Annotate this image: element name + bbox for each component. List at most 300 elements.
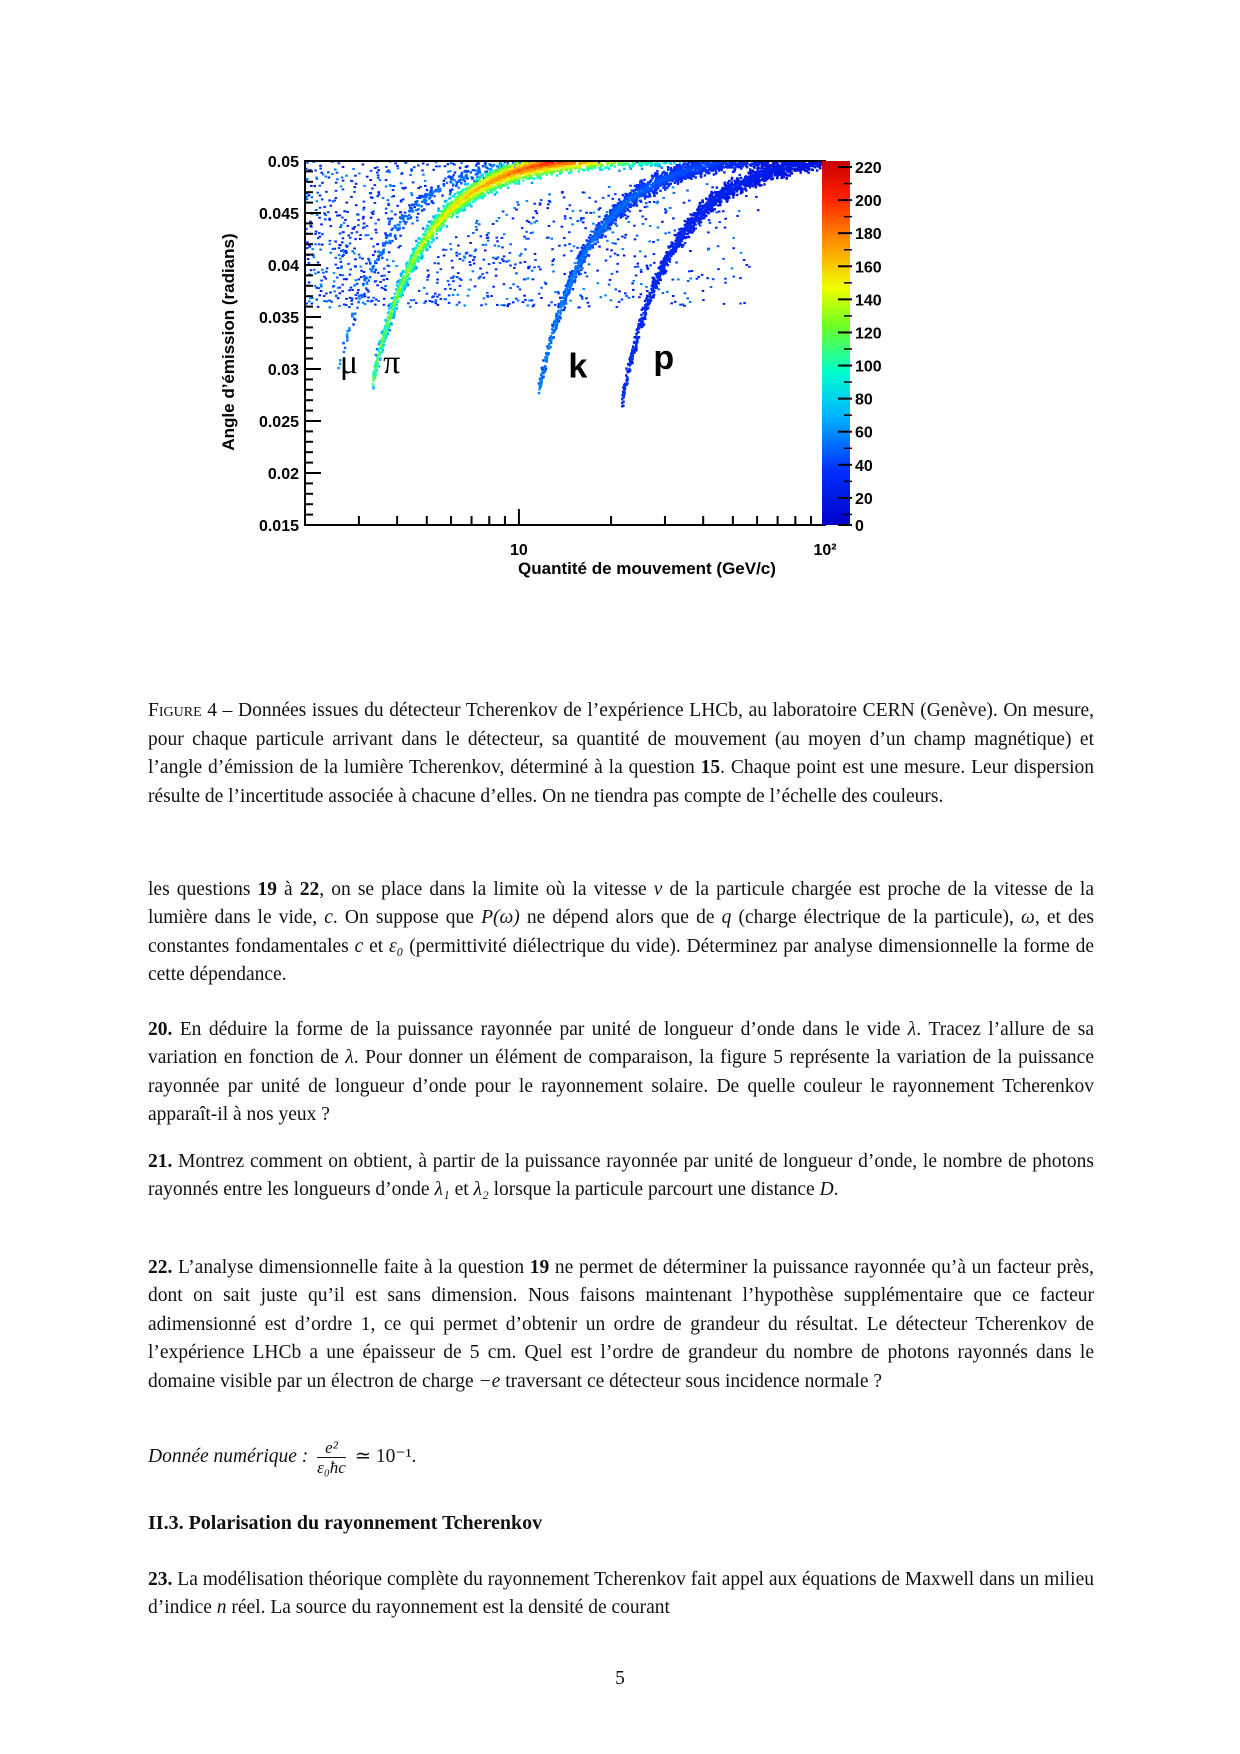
noise-pixel (361, 296, 364, 298)
noise-pixel (646, 206, 649, 208)
band-point (470, 171, 472, 173)
band-point (699, 163, 701, 165)
noise-pixel (621, 299, 624, 301)
noise-pixel (323, 295, 326, 297)
noise-pixel (309, 221, 312, 223)
noise-pixel (580, 219, 583, 221)
band-point (454, 171, 456, 173)
band-point (500, 162, 502, 164)
noise-pixel (710, 286, 713, 288)
band-point (412, 210, 414, 212)
band-point (402, 227, 404, 229)
noise-pixel (578, 306, 581, 308)
band-point (634, 191, 636, 193)
band-point (375, 354, 377, 356)
noise-pixel (509, 252, 512, 254)
noise-pixel (355, 183, 358, 185)
noise-pixel (353, 191, 356, 193)
noise-pixel (361, 258, 364, 260)
band-point (434, 221, 436, 223)
noise-pixel (634, 255, 637, 257)
band-point (593, 233, 595, 235)
noise-pixel (412, 181, 415, 183)
band-point (495, 191, 497, 193)
band-point (426, 248, 428, 250)
noise-pixel (328, 219, 331, 221)
noise-pixel (469, 261, 472, 263)
noise-pixel (554, 291, 557, 293)
noise-pixel (326, 267, 329, 269)
noise-pixel (739, 277, 742, 279)
band-point (394, 293, 396, 295)
noise-pixel (422, 163, 425, 165)
noise-pixel (363, 185, 366, 187)
noise-pixel (574, 262, 577, 264)
band-point (511, 178, 513, 180)
band-point (414, 264, 416, 266)
band-point (472, 169, 474, 171)
noise-pixel (354, 258, 357, 260)
band-point (559, 171, 561, 173)
band-point (540, 380, 542, 382)
band-point (472, 200, 474, 202)
noise-pixel (755, 196, 758, 198)
band-point (438, 214, 440, 216)
noise-pixel (526, 305, 529, 307)
noise-pixel (492, 257, 495, 259)
noise-pixel (596, 270, 599, 272)
band-point (374, 260, 376, 262)
noise-pixel (554, 304, 557, 306)
band-point (427, 240, 429, 242)
noise-pixel (356, 213, 359, 215)
noise-pixel (495, 237, 498, 239)
noise-pixel (355, 294, 358, 296)
noise-pixel (437, 256, 440, 258)
band-point (636, 204, 638, 206)
band-point (426, 189, 428, 191)
noise-pixel (332, 286, 335, 288)
band-point (536, 174, 538, 176)
noise-pixel (328, 199, 331, 201)
band-point (663, 186, 665, 188)
band-point (413, 260, 415, 262)
noise-pixel (337, 287, 340, 289)
band-point (394, 234, 396, 236)
noise-pixel (331, 156, 334, 158)
noise-pixel (564, 244, 567, 246)
band-point (746, 166, 748, 168)
band-point (503, 172, 505, 174)
noise-pixel (376, 284, 379, 286)
noise-pixel (329, 243, 332, 245)
band-point (393, 303, 395, 305)
band-point (589, 237, 591, 239)
band-point (428, 231, 430, 233)
band-point (707, 169, 709, 171)
noise-pixel (513, 267, 516, 269)
noise-pixel (701, 274, 704, 276)
noise-pixel (722, 258, 725, 260)
noise-pixel (757, 209, 760, 211)
band-point (669, 162, 671, 164)
noise-pixel (653, 201, 656, 203)
noise-pixel (317, 306, 320, 308)
band-point (452, 184, 454, 186)
band-point (622, 194, 624, 196)
noise-pixel (634, 266, 637, 268)
band-point (513, 163, 515, 165)
band-point (409, 277, 411, 279)
noise-pixel (533, 266, 536, 268)
noise-pixel (387, 218, 390, 220)
band-point (402, 287, 404, 289)
band-point (684, 169, 686, 171)
noise-pixel (609, 279, 612, 281)
noise-pixel (475, 222, 478, 224)
noise-pixel (516, 201, 519, 203)
noise-pixel (338, 254, 341, 256)
noise-pixel (351, 232, 354, 234)
band-point (618, 198, 620, 200)
band-point (644, 191, 646, 193)
band-point (384, 333, 386, 335)
band-point (456, 216, 458, 218)
band-point (614, 211, 616, 213)
band-point (592, 246, 594, 248)
band-point (390, 322, 392, 324)
band-point (700, 175, 702, 177)
noise-pixel (377, 174, 380, 176)
band-point (634, 185, 636, 187)
noise-pixel (354, 186, 357, 188)
noise-pixel (652, 241, 655, 243)
noise-pixel (345, 304, 348, 306)
noise-pixel (472, 232, 475, 234)
band-point (539, 170, 541, 172)
band-point (421, 209, 423, 211)
noise-pixel (438, 165, 441, 167)
noise-pixel (363, 226, 366, 228)
noise-pixel (400, 200, 403, 202)
noise-pixel (367, 234, 370, 236)
band-point (692, 175, 694, 177)
noise-pixel (585, 297, 588, 299)
band-point (599, 225, 601, 227)
noise-pixel (366, 225, 369, 227)
band-point (653, 194, 655, 196)
noise-pixel (450, 248, 453, 250)
noise-pixel (343, 222, 346, 224)
band-point (417, 208, 419, 210)
noise-pixel (445, 249, 448, 251)
noise-pixel (374, 223, 377, 225)
band-point (604, 167, 606, 169)
noise-pixel (371, 188, 374, 190)
noise-pixel (498, 217, 501, 219)
band-point (415, 253, 417, 255)
band-point (713, 173, 715, 175)
noise-pixel (640, 283, 643, 285)
noise-pixel (531, 270, 534, 272)
noise-pixel (492, 262, 495, 264)
band-point (474, 169, 476, 171)
noise-pixel (366, 176, 369, 178)
band-point (481, 193, 483, 195)
band-point (431, 201, 433, 203)
noise-pixel (443, 180, 446, 182)
noise-pixel (372, 297, 375, 299)
band-point (437, 185, 439, 187)
band-point (555, 322, 557, 324)
band-point (446, 182, 448, 184)
band-point (484, 187, 486, 189)
noise-pixel (325, 293, 328, 295)
noise-pixel (452, 294, 455, 296)
band-point (585, 256, 587, 258)
band-point (446, 203, 448, 205)
band-point (467, 177, 469, 179)
noise-pixel (329, 252, 332, 254)
noise-pixel (335, 211, 338, 213)
noise-pixel (464, 305, 467, 307)
noise-pixel (306, 247, 309, 249)
band-point (389, 329, 391, 331)
noise-pixel (413, 166, 416, 168)
noise-pixel (343, 251, 346, 253)
noise-pixel (342, 180, 345, 182)
noise-pixel (392, 189, 395, 191)
band-point (472, 183, 474, 185)
noise-pixel (421, 170, 424, 172)
noise-pixel (314, 170, 317, 172)
noise-pixel (342, 254, 345, 256)
band-point (403, 275, 405, 277)
band-point (560, 169, 562, 171)
band-point (489, 191, 491, 193)
band-point (358, 295, 360, 297)
band-point (548, 345, 550, 347)
band-point (399, 289, 401, 291)
noise-pixel (563, 273, 566, 275)
band-point (715, 171, 717, 173)
band-point (437, 189, 439, 191)
noise-pixel (447, 157, 450, 159)
band-point (451, 188, 453, 190)
noise-pixel (404, 212, 407, 214)
band-point (666, 182, 668, 184)
noise-pixel (407, 302, 410, 304)
band-point (514, 179, 516, 181)
band-point (391, 303, 393, 305)
band-point (423, 233, 425, 235)
band-point (410, 258, 412, 260)
band-point (354, 319, 356, 321)
noise-pixel (551, 238, 554, 240)
noise-pixel (576, 247, 579, 249)
noise-pixel (330, 205, 333, 207)
band-point (379, 252, 381, 254)
band-point (510, 176, 512, 178)
noise-pixel (342, 237, 345, 239)
band-point (507, 187, 509, 189)
noise-pixel (463, 256, 466, 258)
noise-pixel (483, 259, 486, 261)
noise-pixel (430, 187, 433, 189)
band-point (664, 172, 666, 174)
band-point (465, 175, 467, 177)
noise-pixel (625, 217, 628, 219)
noise-pixel (340, 267, 343, 269)
band-point (382, 331, 384, 333)
noise-pixel (320, 283, 323, 285)
noise-pixel (509, 265, 512, 267)
band-point (404, 215, 406, 217)
noise-pixel (535, 210, 538, 212)
noise-pixel (352, 228, 355, 230)
noise-pixel (738, 210, 741, 212)
noise-pixel (371, 300, 374, 302)
noise-pixel (472, 270, 475, 272)
noise-pixel (397, 167, 400, 169)
band-point (507, 178, 509, 180)
noise-pixel (480, 235, 483, 237)
band-point (374, 250, 376, 252)
noise-pixel (612, 198, 615, 200)
noise-pixel (357, 219, 360, 221)
band-point (418, 237, 420, 239)
band-point (550, 165, 552, 167)
noise-pixel (688, 200, 691, 202)
noise-pixel (625, 234, 628, 236)
band-point (465, 166, 467, 168)
band-point (503, 164, 505, 166)
band-point (482, 190, 484, 192)
noise-pixel (325, 176, 328, 178)
noise-pixel (381, 275, 384, 277)
noise-pixel (349, 242, 352, 244)
noise-pixel (354, 266, 357, 268)
band-point (405, 272, 407, 274)
noise-pixel (363, 201, 366, 203)
noise-pixel (321, 244, 324, 246)
band-point (475, 192, 477, 194)
band-point (721, 164, 723, 166)
noise-pixel (306, 198, 309, 200)
noise-pixel (362, 209, 365, 211)
noise-pixel (319, 185, 322, 187)
noise-pixel (333, 280, 336, 282)
band-point (605, 222, 607, 224)
band-point (368, 279, 370, 281)
band-point (580, 264, 582, 266)
noise-pixel (341, 177, 344, 179)
noise-pixel (459, 285, 462, 287)
noise-pixel (350, 196, 353, 198)
band-point (647, 191, 649, 193)
noise-pixel (540, 297, 543, 299)
band-point (531, 182, 533, 184)
band-point (398, 224, 400, 226)
band-point (478, 175, 480, 177)
noise-pixel (319, 168, 322, 170)
noise-pixel (326, 300, 329, 302)
band-point (444, 207, 446, 209)
noise-pixel (606, 248, 609, 250)
band-point (420, 253, 422, 255)
noise-pixel (344, 219, 347, 221)
band-point (532, 170, 534, 172)
noise-pixel (316, 214, 319, 216)
noise-pixel (524, 299, 527, 301)
noise-pixel (306, 178, 309, 180)
noise-pixel (348, 289, 351, 291)
noise-pixel (584, 272, 587, 274)
noise-pixel (319, 165, 322, 167)
noise-pixel (702, 290, 705, 292)
noise-pixel (372, 254, 375, 256)
noise-pixel (495, 275, 498, 277)
band-point (673, 162, 675, 164)
noise-pixel (432, 169, 435, 171)
band-point (354, 313, 356, 315)
band-point (348, 327, 350, 329)
noise-pixel (611, 273, 614, 275)
noise-pixel (689, 250, 692, 252)
noise-pixel (724, 282, 727, 284)
noise-pixel (335, 257, 338, 259)
band-point (667, 169, 669, 171)
band-point (622, 210, 624, 212)
noise-pixel (447, 163, 450, 165)
band-point (537, 168, 539, 170)
noise-pixel (473, 263, 476, 265)
noise-pixel (458, 253, 461, 255)
band-point (661, 167, 663, 169)
noise-pixel (426, 293, 429, 295)
noise-pixel (661, 221, 664, 223)
noise-pixel (508, 260, 511, 262)
band-point (459, 167, 461, 169)
noise-pixel (391, 218, 394, 220)
noise-pixel (646, 265, 649, 267)
band-point (614, 219, 616, 221)
noise-pixel (506, 298, 509, 300)
noise-pixel (582, 191, 585, 193)
noise-pixel (460, 162, 463, 164)
noise-pixel (316, 200, 319, 202)
band-point (513, 174, 515, 176)
noise-pixel (447, 171, 450, 173)
noise-pixel (340, 185, 343, 187)
band-point (600, 227, 602, 229)
band-point (680, 181, 682, 183)
noise-pixel (323, 300, 326, 302)
noise-pixel (394, 214, 397, 216)
band-point (468, 190, 470, 192)
band-point (542, 376, 544, 378)
noise-pixel (375, 232, 378, 234)
noise-pixel (345, 298, 348, 300)
band-point (394, 308, 396, 310)
band-point (410, 216, 412, 218)
band-point (433, 218, 435, 220)
band-point (534, 173, 536, 175)
band-point (522, 179, 524, 181)
band-point (616, 210, 618, 212)
noise-pixel (548, 304, 551, 306)
band-point (482, 165, 484, 167)
